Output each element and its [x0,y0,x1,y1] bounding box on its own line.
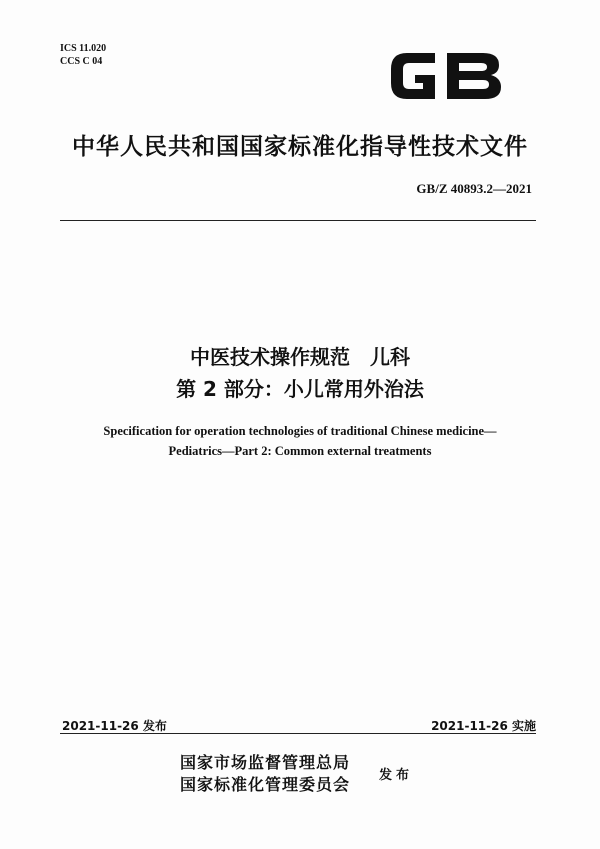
english-title-line-1: Specification for operation technologies of traditional Chinese medicine— [103,424,497,438]
bottom-divider [60,733,536,734]
chinese-title-line-2: 第 2 部分：小儿常用外治法 [176,377,424,401]
publisher-line-1: 国家市场监督管理总局 [180,753,351,772]
top-divider [60,220,536,221]
ics-code: ICS 11.020 [60,43,107,54]
gb-logo [385,45,505,107]
issue-date: 2021-11-26 发布 [62,719,167,733]
chinese-title-line-1: 中医技术操作规范 儿科 [190,345,410,369]
ccs-code: CCS C 04 [60,56,103,67]
publish-label: 发布 [379,768,414,783]
standard-number: GB/Z 40893.2—2021 [416,181,532,196]
publisher-block [180,752,350,796]
classification-codes [60,42,106,68]
implementation-date: 2021-11-26 实施 [431,719,536,733]
english-title-line-2: Pediatrics—Part 2: Common external treatments [168,444,432,458]
publisher-line-2: 国家标准化管理委员会 [180,775,351,794]
issuer-title: 中华人民共和国国家标准化指导性技术文件 [72,134,528,160]
